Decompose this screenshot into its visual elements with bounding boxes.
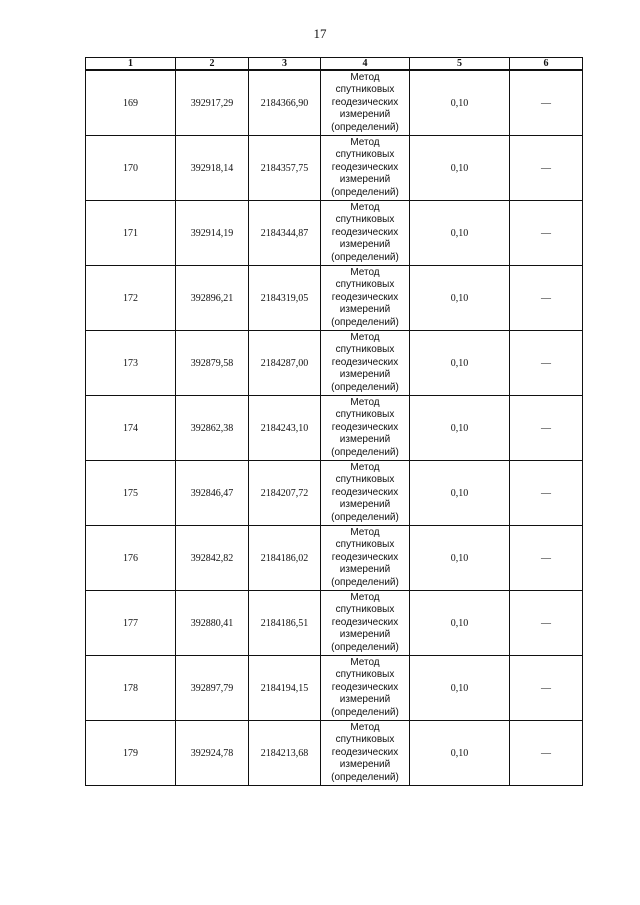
- method-cell: [321, 396, 410, 461]
- method-text-line: (определений): [331, 251, 399, 263]
- method-text-line: Метод: [350, 461, 380, 473]
- x-coordinate-cell: 392918,14: [176, 136, 249, 201]
- note-cell: —: [510, 201, 583, 266]
- x-coordinate-cell: 392880,41: [176, 591, 249, 656]
- method-text-line: измерений: [339, 629, 391, 641]
- method-text-line: спутниковых: [335, 539, 395, 551]
- method-cell: [321, 266, 410, 331]
- table-body: [86, 70, 583, 786]
- point-number-cell: 173: [86, 331, 176, 396]
- note-cell: —: [510, 266, 583, 331]
- y-coordinate-cell: 2184186,51: [249, 591, 321, 656]
- method-text-line: (определений): [331, 706, 399, 718]
- note-cell: —: [510, 396, 583, 461]
- method-text-line: измерений: [339, 759, 391, 771]
- accuracy-cell: 0,10: [410, 591, 510, 656]
- column-header-1: 1: [86, 58, 176, 71]
- method-text-line: (определений): [331, 381, 399, 393]
- accuracy-cell: 0,10: [410, 526, 510, 591]
- y-coordinate-cell: 2184243,10: [249, 396, 321, 461]
- table-row: [86, 591, 583, 656]
- point-number-cell: 172: [86, 266, 176, 331]
- coordinates-table: [85, 57, 583, 786]
- y-coordinate-cell: 2184366,90: [249, 70, 321, 136]
- method-text-line: Метод: [350, 591, 380, 603]
- method-cell: [321, 526, 410, 591]
- column-header-2: 2: [176, 58, 249, 71]
- point-number-cell: 177: [86, 591, 176, 656]
- method-text-line: (определений): [331, 511, 399, 523]
- method-cell: [321, 70, 410, 136]
- method-text-line: Метод: [350, 266, 380, 278]
- method-text-line: (определений): [331, 641, 399, 653]
- method-text-line: геодезических: [331, 681, 399, 693]
- page-number: 17: [313, 26, 327, 41]
- x-coordinate-cell: 392917,29: [176, 70, 249, 136]
- method-text-line: (определений): [331, 186, 399, 198]
- y-coordinate-cell: 2184344,87: [249, 201, 321, 266]
- method-text-line: спутниковых: [335, 474, 395, 486]
- method-cell: [321, 656, 410, 721]
- table-row: [86, 526, 583, 591]
- note-cell: —: [510, 656, 583, 721]
- method-text-line: измерений: [339, 564, 391, 576]
- accuracy-cell: 0,10: [410, 266, 510, 331]
- method-text-line: Метод: [350, 331, 380, 343]
- method-text-line: измерений: [339, 499, 391, 511]
- table-row: [86, 461, 583, 526]
- point-number-cell: 178: [86, 656, 176, 721]
- accuracy-cell: 0,10: [410, 656, 510, 721]
- y-coordinate-cell: 2184186,02: [249, 526, 321, 591]
- y-coordinate-cell: 2184194,15: [249, 656, 321, 721]
- table-header-row: [86, 58, 583, 71]
- method-text-line: геодезических: [331, 616, 399, 628]
- method-cell: [321, 136, 410, 201]
- method-cell: [321, 201, 410, 266]
- method-cell: [321, 591, 410, 656]
- method-text-line: (определений): [331, 576, 399, 588]
- column-header-6: 6: [510, 58, 583, 71]
- method-text-line: спутниковых: [335, 409, 395, 421]
- method-text-line: измерений: [339, 369, 391, 381]
- method-text-line: спутниковых: [335, 214, 395, 226]
- method-text-line: измерений: [339, 239, 391, 251]
- x-coordinate-cell: 392914,19: [176, 201, 249, 266]
- method-text-line: спутниковых: [335, 344, 395, 356]
- table-row: [86, 656, 583, 721]
- accuracy-cell: 0,10: [410, 721, 510, 786]
- y-coordinate-cell: 2184357,75: [249, 136, 321, 201]
- point-number-cell: 175: [86, 461, 176, 526]
- y-coordinate-cell: 2184207,72: [249, 461, 321, 526]
- method-text-line: геодезических: [331, 161, 399, 173]
- table-row: [86, 721, 583, 786]
- table-row: [86, 136, 583, 201]
- method-text-line: геодезических: [331, 96, 399, 108]
- method-text-line: спутниковых: [335, 734, 395, 746]
- accuracy-cell: 0,10: [410, 331, 510, 396]
- method-text-line: (определений): [331, 446, 399, 458]
- accuracy-cell: 0,10: [410, 461, 510, 526]
- x-coordinate-cell: 392879,58: [176, 331, 249, 396]
- method-text-line: геодезических: [331, 551, 399, 563]
- method-text-line: спутниковых: [335, 604, 395, 616]
- method-text-line: спутниковых: [335, 279, 395, 291]
- x-coordinate-cell: 392896,21: [176, 266, 249, 331]
- note-cell: —: [510, 70, 583, 136]
- method-cell: [321, 331, 410, 396]
- table-row: [86, 201, 583, 266]
- method-text-line: Метод: [350, 71, 380, 83]
- y-coordinate-cell: 2184319,05: [249, 266, 321, 331]
- method-text-line: геодезических: [331, 226, 399, 238]
- method-text-line: измерений: [339, 434, 391, 446]
- method-text-line: спутниковых: [335, 84, 395, 96]
- column-header-4: 4: [321, 58, 410, 71]
- method-text-line: (определений): [331, 771, 399, 783]
- method-cell: [321, 461, 410, 526]
- method-text-line: измерений: [339, 694, 391, 706]
- method-text-line: геодезических: [331, 746, 399, 758]
- method-text-line: спутниковых: [335, 669, 395, 681]
- x-coordinate-cell: 392897,79: [176, 656, 249, 721]
- point-number-cell: 174: [86, 396, 176, 461]
- method-text-line: геодезических: [331, 486, 399, 498]
- method-text-line: Метод: [350, 526, 380, 538]
- method-text-line: измерений: [339, 174, 391, 186]
- column-header-3: 3: [249, 58, 321, 71]
- method-text-line: геодезических: [331, 421, 399, 433]
- note-cell: —: [510, 136, 583, 201]
- accuracy-cell: 0,10: [410, 396, 510, 461]
- point-number-cell: 176: [86, 526, 176, 591]
- point-number-cell: 171: [86, 201, 176, 266]
- note-cell: —: [510, 461, 583, 526]
- method-text-line: спутниковых: [335, 149, 395, 161]
- method-text-line: Метод: [350, 136, 380, 148]
- note-cell: —: [510, 331, 583, 396]
- point-number-cell: 170: [86, 136, 176, 201]
- method-text-line: Метод: [350, 201, 380, 213]
- y-coordinate-cell: 2184287,00: [249, 331, 321, 396]
- point-number-cell: 169: [86, 70, 176, 136]
- method-text-line: Метод: [350, 721, 380, 733]
- method-text-line: (определений): [331, 121, 399, 133]
- y-coordinate-cell: 2184213,68: [249, 721, 321, 786]
- x-coordinate-cell: 392924,78: [176, 721, 249, 786]
- method-cell: [321, 721, 410, 786]
- x-coordinate-cell: 392862,38: [176, 396, 249, 461]
- x-coordinate-cell: 392846,47: [176, 461, 249, 526]
- accuracy-cell: 0,10: [410, 70, 510, 136]
- method-text-line: Метод: [350, 396, 380, 408]
- accuracy-cell: 0,10: [410, 136, 510, 201]
- method-text-line: измерений: [339, 304, 391, 316]
- method-text-line: Метод: [350, 656, 380, 668]
- method-text-line: измерений: [339, 109, 391, 121]
- table-row: [86, 70, 583, 136]
- table-row: [86, 331, 583, 396]
- note-cell: —: [510, 721, 583, 786]
- method-text-line: (определений): [331, 316, 399, 328]
- note-cell: —: [510, 526, 583, 591]
- method-text-line: геодезических: [331, 356, 399, 368]
- point-number-cell: 179: [86, 721, 176, 786]
- method-text-line: геодезических: [331, 291, 399, 303]
- note-cell: —: [510, 591, 583, 656]
- accuracy-cell: 0,10: [410, 201, 510, 266]
- x-coordinate-cell: 392842,82: [176, 526, 249, 591]
- table-row: [86, 266, 583, 331]
- table-row: [86, 396, 583, 461]
- column-header-5: 5: [410, 58, 510, 71]
